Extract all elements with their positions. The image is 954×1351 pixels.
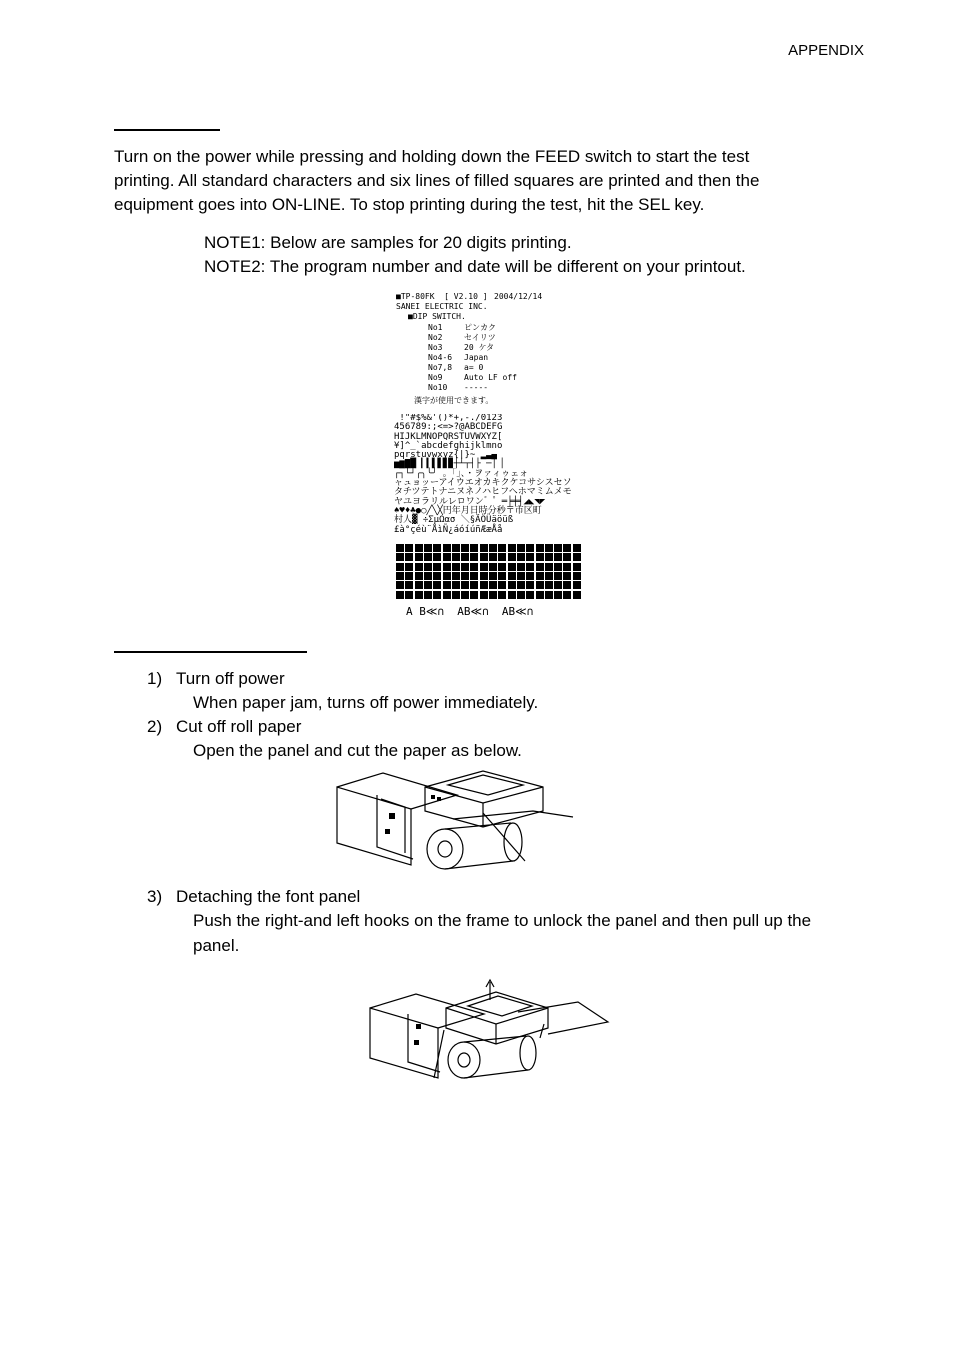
printout-large-chars: A B≪∩ AB≪∩ AB≪∩ <box>406 605 534 618</box>
filled-square <box>563 572 571 580</box>
filled-square <box>508 572 516 580</box>
filled-square <box>452 544 460 552</box>
char-line: 456789:;<=>?@ABCDEFG <box>394 422 503 433</box>
test-print-paragraph <box>114 145 759 217</box>
char-line: ▅▆▇█▏▎▍▌▋▊▉┼┴┬┤├▔─│▕ <box>394 459 503 470</box>
filled-square <box>396 581 404 589</box>
note-2: NOTE2: The program number and date will be different on your printout. <box>204 257 746 276</box>
dip-no: No10 <box>428 383 448 392</box>
printout-company: SANEI ELECTRIC INC. <box>396 302 488 311</box>
filled-square <box>452 553 460 561</box>
filled-square <box>415 563 423 571</box>
filled-square <box>405 591 413 599</box>
filled-square <box>554 563 562 571</box>
step-title: Detaching the font panel <box>176 887 361 906</box>
filled-square <box>508 581 516 589</box>
filled-square <box>405 553 413 561</box>
filled-square <box>461 553 469 561</box>
char-line: ♠♥♦♣●○╱╲╳円年月日時分秒〒市区町 <box>394 505 542 516</box>
filled-square <box>396 553 404 561</box>
dip-no: No9 <box>428 373 443 382</box>
filled-square <box>545 581 553 589</box>
dip-no: No7,8 <box>428 363 453 372</box>
filled-square <box>424 544 432 552</box>
filled-square <box>526 581 534 589</box>
filled-square <box>424 563 432 571</box>
char-line: !"#$%&'()*+,-./0123 <box>394 414 503 423</box>
filled-square <box>517 581 525 589</box>
printout-model: ■TP-80FK [ V2.10 ] <box>396 292 488 301</box>
filled-square <box>573 563 581 571</box>
step-title: Turn off power <box>176 669 285 688</box>
dip-val: 20 ケタ <box>464 343 495 352</box>
step-number: 3) <box>147 887 163 906</box>
filled-square <box>424 572 432 580</box>
filled-square <box>498 572 506 580</box>
filled-square <box>480 544 488 552</box>
filled-square <box>498 563 506 571</box>
filled-square <box>536 563 544 571</box>
step-number: 1) <box>147 669 163 688</box>
filled-square <box>443 544 451 552</box>
filled-square <box>443 553 451 561</box>
filled-square <box>489 591 497 599</box>
filled-square <box>517 544 525 552</box>
filled-square <box>443 581 451 589</box>
test-printout-sample <box>394 292 584 622</box>
filled-square <box>405 563 413 571</box>
filled-square <box>536 544 544 552</box>
dip-no: No2 <box>428 333 443 342</box>
filled-square <box>415 581 423 589</box>
printer-cut-paper-illustration <box>333 765 578 875</box>
filled-square <box>563 591 571 599</box>
filled-square <box>526 553 534 561</box>
filled-square <box>517 591 525 599</box>
filled-square <box>536 581 544 589</box>
filled-square <box>480 553 488 561</box>
filled-square <box>480 563 488 571</box>
filled-square <box>480 591 488 599</box>
filled-square <box>489 553 497 561</box>
filled-square <box>396 544 404 552</box>
printout-kanji: 漢字が使用できます。 <box>414 396 494 405</box>
filled-square <box>526 591 534 599</box>
filled-square <box>489 572 497 580</box>
filled-square <box>508 563 516 571</box>
filled-square <box>536 591 544 599</box>
filled-square <box>433 553 441 561</box>
filled-square <box>554 581 562 589</box>
filled-square <box>396 572 404 580</box>
filled-square <box>470 572 478 580</box>
printout-filled-squares <box>396 544 582 600</box>
filled-square <box>563 544 571 552</box>
filled-square <box>498 544 506 552</box>
dip-no: No1 <box>428 323 443 332</box>
step-description: When paper jam, turns off power immediately. <box>193 693 539 712</box>
filled-square <box>545 572 553 580</box>
filled-square <box>545 553 553 561</box>
filled-square <box>563 553 571 561</box>
filled-square <box>424 591 432 599</box>
filled-square <box>424 581 432 589</box>
filled-square <box>396 591 404 599</box>
step-description: panel. <box>193 936 240 955</box>
filled-square <box>526 544 534 552</box>
filled-square <box>424 553 432 561</box>
filled-square <box>433 581 441 589</box>
filled-square <box>405 581 413 589</box>
paragraph-line: Turn on the power while pressing and holding down the FEED switch to start the test <box>114 147 750 166</box>
char-line: タチツテトナニヌネノハヒフヘホマミムメモ <box>394 487 572 498</box>
filled-square <box>443 591 451 599</box>
filled-square <box>415 544 423 552</box>
dip-val: セイリツ <box>464 333 496 342</box>
step-description: Open the panel and cut the paper as below. <box>193 741 522 760</box>
filled-square <box>415 572 423 580</box>
dip-val: Auto LF off <box>464 373 517 382</box>
filled-square <box>461 544 469 552</box>
filled-square <box>573 572 581 580</box>
filled-square <box>536 553 544 561</box>
filled-square <box>554 553 562 561</box>
char-line: HIJKLMNOPQRSTUVWXYZ[ <box>394 431 503 442</box>
filled-square <box>517 553 525 561</box>
printout-date: 2004/12/14 <box>494 292 543 301</box>
filled-square <box>443 572 451 580</box>
filled-square <box>526 563 534 571</box>
filled-square <box>545 544 553 552</box>
filled-square <box>489 544 497 552</box>
filled-square <box>563 581 571 589</box>
dip-val: ----- <box>464 383 489 392</box>
step-title: Cut off roll paper <box>176 717 302 736</box>
filled-square <box>452 572 460 580</box>
filled-square <box>452 591 460 599</box>
filled-square <box>517 563 525 571</box>
char-line: £à°çéù¨ÅìÑ¿áóíúñÆæÅå <box>394 524 503 534</box>
printer-detach-panel-illustration <box>368 978 613 1083</box>
filled-square <box>452 581 460 589</box>
filled-square <box>415 591 423 599</box>
filled-square <box>498 591 506 599</box>
note-1: NOTE1: Below are samples for 20 digits printing. <box>204 233 572 252</box>
step-description: Push the right-and left hooks on the frame to unlock the panel and then pull up the <box>193 911 812 930</box>
dip-val: a= 0 <box>464 363 484 372</box>
filled-square <box>498 553 506 561</box>
filled-square <box>470 553 478 561</box>
char-line: ┌┐└┘╭╮╰╯ 。「」、・ヲァィゥェォ <box>394 468 529 479</box>
filled-square <box>489 563 497 571</box>
char-line: ¥]^_`abcdefghijklmno <box>394 440 503 451</box>
step-number: 2) <box>147 717 163 736</box>
dip-no: No4-6 <box>428 353 453 362</box>
filled-square <box>554 544 562 552</box>
filled-square <box>461 581 469 589</box>
filled-square <box>433 544 441 552</box>
printout-dip-title: ■DIP SWITCH. <box>408 312 466 321</box>
char-line: 村人▓ ÷ΣμΩασ ＼§ÄÖÜäöüß <box>394 515 514 526</box>
filled-square <box>545 563 553 571</box>
filled-square <box>470 563 478 571</box>
char-line: ャュョッーアイウエオカキクケコサシスセソ <box>394 478 572 489</box>
dip-no: No3 <box>428 343 443 352</box>
filled-square <box>433 572 441 580</box>
filled-square <box>508 591 516 599</box>
filled-square <box>433 591 441 599</box>
filled-square <box>461 591 469 599</box>
filled-square <box>480 572 488 580</box>
char-line: pqrstuvwxyz{|}~ ▂▃▄ <box>394 450 497 461</box>
filled-square <box>498 581 506 589</box>
filled-square <box>573 591 581 599</box>
filled-square <box>563 563 571 571</box>
filled-square <box>517 572 525 580</box>
filled-square <box>461 572 469 580</box>
filled-square <box>433 563 441 571</box>
filled-square <box>508 553 516 561</box>
filled-square <box>396 563 404 571</box>
filled-square <box>554 572 562 580</box>
filled-square <box>470 591 478 599</box>
dip-val: Japan <box>464 353 489 362</box>
filled-square <box>480 581 488 589</box>
filled-square <box>536 572 544 580</box>
filled-square <box>470 544 478 552</box>
paragraph-line: equipment goes into ON-LINE. To stop printing during the test, hit the SEL key. <box>114 195 705 214</box>
filled-square <box>526 572 534 580</box>
printout-character-set <box>394 414 584 534</box>
filled-square <box>405 572 413 580</box>
section-rule-test-print <box>114 129 220 131</box>
paragraph-line: printing. All standard characters and six lines of filled squares are printed and then the <box>114 171 760 190</box>
filled-square <box>405 544 413 552</box>
page-header: APPENDIX <box>788 42 864 59</box>
filled-square <box>415 553 423 561</box>
filled-square <box>573 544 581 552</box>
filled-square <box>452 563 460 571</box>
filled-square <box>470 581 478 589</box>
filled-square <box>489 581 497 589</box>
filled-square <box>573 553 581 561</box>
section-rule-paper-jam <box>114 651 307 653</box>
filled-square <box>461 563 469 571</box>
char-line: ヤユヨラリルレロワン゛゜═╞╪╡◢◣◥◤ <box>394 496 546 507</box>
filled-square <box>573 581 581 589</box>
filled-square <box>443 563 451 571</box>
filled-square <box>545 591 553 599</box>
filled-square <box>508 544 516 552</box>
filled-square <box>554 591 562 599</box>
dip-val: ピンカク <box>464 323 496 332</box>
